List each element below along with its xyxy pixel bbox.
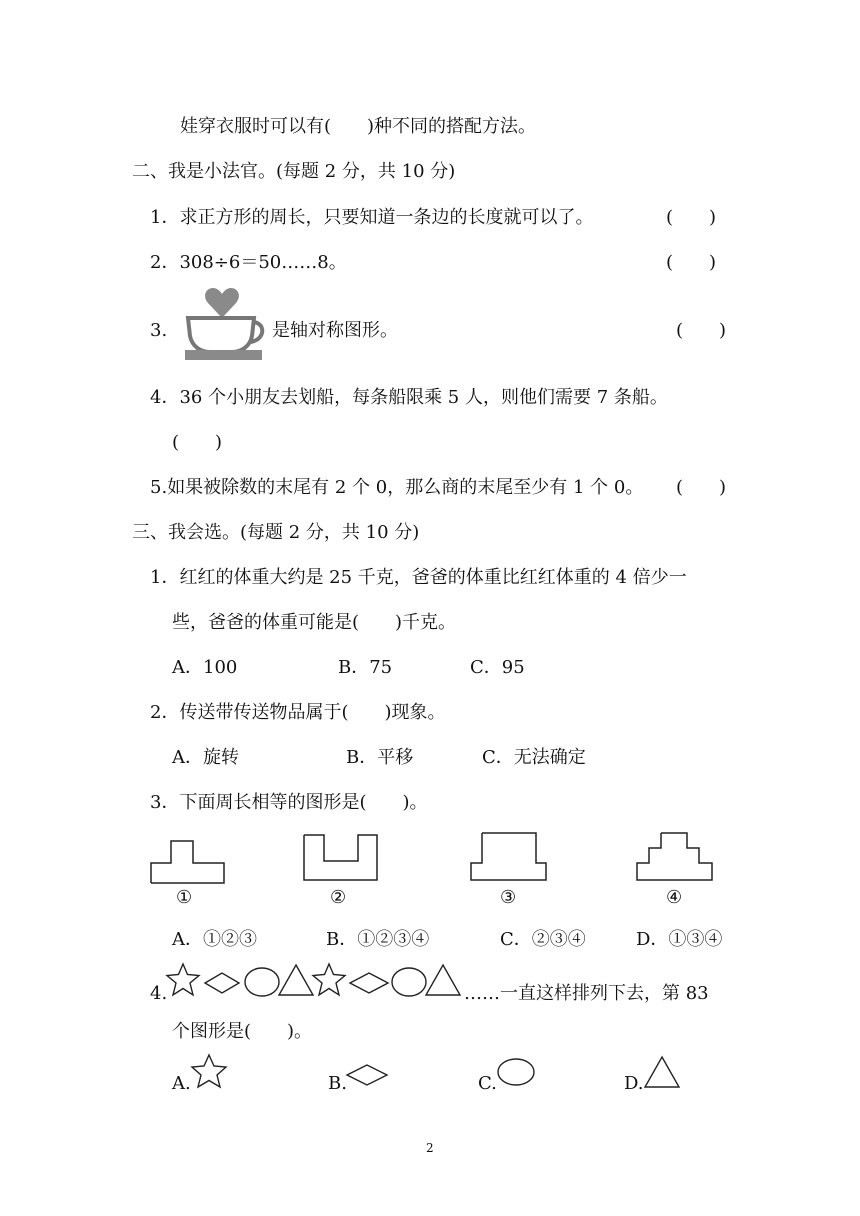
teacup-icon — [182, 284, 266, 362]
s3-q4-line1-tail: ……一直这样排列下去，第 83 — [464, 983, 709, 1004]
option-d-triangle-icon — [644, 1056, 680, 1090]
s3-q2-option-b: B．平移 — [346, 747, 414, 768]
s2-item-4-num: 4． — [150, 387, 180, 408]
s3-q3-option-c: C．②③④ — [500, 929, 586, 950]
s3-q1-line1: 1．红红的体重大约是 25 千克，爸爸的体重比红红体重的 4 倍少一 — [150, 567, 687, 588]
diamond-icon — [350, 973, 388, 993]
s3-q4-option-a: A. — [172, 1073, 191, 1094]
figure-2-shape — [303, 834, 379, 882]
s3-q2-option-a: A．旋转 — [172, 747, 239, 768]
figure-4-label: ④ — [666, 887, 683, 908]
option-b-diamond-icon — [346, 1064, 388, 1086]
figure-1-shape — [150, 840, 226, 884]
section-2-heading: 二、我是小法官。(每题 2 分，共 10 分) — [132, 161, 456, 182]
option-c-ellipse-icon — [496, 1058, 536, 1088]
s3-q3-text: 3．下面周长相等的图形是( )。 — [150, 792, 428, 813]
figure-2-label: ② — [330, 887, 347, 908]
s2-item-2-text: 308÷6＝50……8。 — [179, 252, 347, 273]
s2-item-1-num: 1． — [150, 207, 180, 228]
triangle-icon — [279, 965, 313, 995]
s3-q2-text: 2．传送带传送物品属于( )现象。 — [150, 702, 446, 723]
s3-q1-line2: 些，爸爸的体重可能是( )千克。 — [172, 612, 457, 633]
figure-4-shape — [636, 832, 714, 882]
continuation-line: 娃穿衣服时可以有( )种不同的搭配方法。 — [180, 116, 537, 137]
s2-item-1-answer: ( ) — [666, 207, 717, 228]
s3-q4-option-d: D. — [624, 1073, 644, 1094]
s3-q3-option-d: D．①③④ — [636, 929, 723, 950]
option-a-star-icon — [190, 1054, 228, 1088]
figure-1-label: ① — [176, 887, 193, 908]
s3-q1-option-a: A．100 — [172, 657, 238, 678]
s2-item-2-num: 2． — [150, 252, 180, 273]
section-3-heading: 三、我会选。(每题 2 分，共 10 分) — [132, 522, 420, 543]
s2-item-3-answer: ( ) — [676, 320, 727, 341]
s2-item-5 — [150, 477, 643, 499]
diamond-icon — [205, 973, 239, 993]
s3-q3-option-a: A．①②③ — [172, 929, 257, 950]
s3-q3-option-b: B．①②③④ — [326, 929, 430, 950]
page-number: 2 — [426, 1141, 434, 1155]
s2-item-3-text: 是轴对称图形。 — [272, 320, 398, 341]
ellipse-icon — [245, 968, 279, 996]
triangle-icon — [426, 965, 460, 995]
s2-item-5-num: 5. — [150, 477, 168, 498]
figure-3-shape — [470, 832, 548, 882]
s3-q1-option-c: C．95 — [470, 657, 525, 678]
figure-3-label: ③ — [500, 887, 517, 908]
star-icon — [167, 964, 199, 995]
s2-item-4-text: 36 个小朋友去划船，每条船限乘 5 人，则他们需要 7 条船。 — [179, 387, 668, 408]
s3-q4-num: 4. — [150, 983, 168, 1004]
s2-item-4-answer: ( ) — [172, 432, 223, 453]
s2-item-1 — [150, 207, 593, 229]
s3-q2-option-c: C．无法确定 — [482, 747, 586, 768]
s2-item-4 — [150, 387, 668, 409]
s3-q4-option-b: B. — [328, 1073, 347, 1094]
s2-item-3-num: 3. — [150, 320, 168, 341]
s3-q4-option-c: C. — [478, 1073, 497, 1094]
s3-q4-line2: 个图形是( )。 — [172, 1021, 313, 1042]
shape-pattern-row — [166, 962, 462, 1000]
s2-item-2-answer: ( ) — [666, 252, 717, 273]
s3-q1-option-b: B．75 — [338, 657, 393, 678]
ellipse-icon — [392, 968, 426, 996]
s2-item-1-text: 求正方形的周长，只要知道一条边的长度就可以了。 — [179, 207, 594, 228]
star-icon — [313, 964, 345, 995]
s2-item-5-answer: ( ) — [676, 477, 727, 498]
s2-item-5-text: 如果被除数的末尾有 2 个 0，那么商的末尾至少有 1 个 0。 — [167, 477, 644, 498]
s2-item-2 — [150, 252, 347, 274]
